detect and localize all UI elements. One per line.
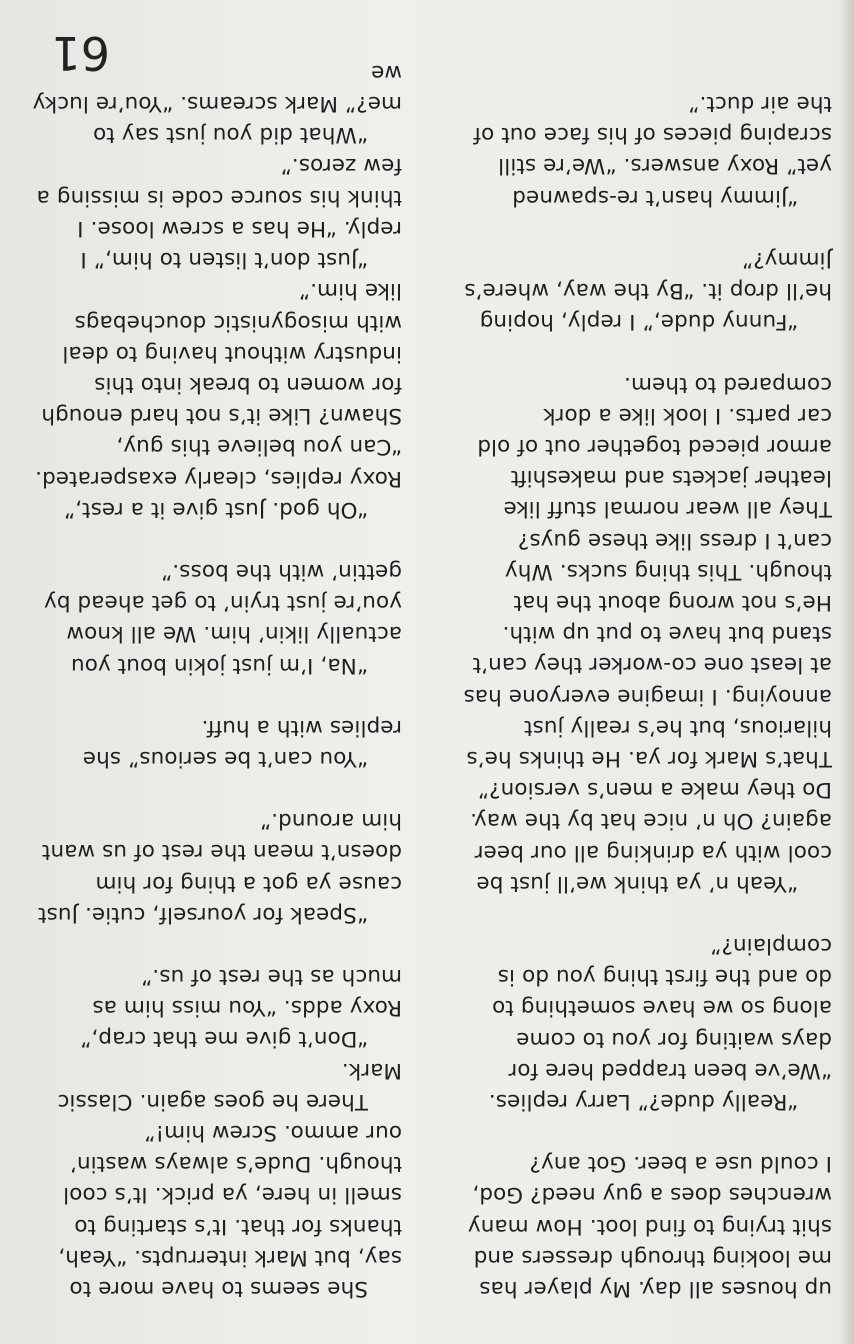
page-number: 61 <box>51 26 110 80</box>
right-text-column <box>32 57 402 1304</box>
paragraph: There he goes again. Classic Mark. <box>57 1057 402 1114</box>
left-text-column <box>460 88 832 1304</box>
paragraph: “Don’t give me that crap,” Roxy adds. “You miss him as much as the rest of us.” <box>80 963 402 1052</box>
paragraph: “Speak for yourself, cutie. Just cause ya got a thing for him doesn’t mean the rest of us want him around.” <box>37 808 402 927</box>
paragraph: up houses all day. My player has me looking through dressers and shit trying to find loot. How many wrenches does a guy need? God, I could use a beer. Got any? <box>467 1151 832 1301</box>
paragraph: “What did you just say to me?” Mark screams. “You’re lucky we <box>32 59 402 148</box>
paragraph: “Na, I’m just jokin bout you actually likin’ him. We all know you’re just tryin’ to get ahead by gettin’ with the boss.” <box>43 558 402 678</box>
page-binding-shadow <box>840 0 854 1344</box>
paragraph: “Oh god. Just give it a rest,” Roxy replies, clearly exasperated. “Can you believe this guy, Shawn? Like it’s not hard enough for women to break into this industry without having to deal with misogynistic douchebags like him.” <box>35 278 402 522</box>
paragraph: “Yeah n’ ya think we’ll just be cool with ya drinking all our beer again? Oh n’ nice hat by the way. Do they make a men’s version?” That’s Mark for ya. He thinks he’s hilarious, but he’s really just annoying. I imagine everyone has at least one co-worker they can’t stand but have to put up with. He’s not wrong about the hat though. This thing sucks. Why can’t I dress like these guys? They all wear normal stuff like leather jackets and makeshift armor pieced together out of old car parts. I look like a dork compared to them. <box>463 371 832 896</box>
paragraph: “You can’t be serious” she replies with a huff. <box>82 714 402 771</box>
paragraph: “Just don’t listen to him,” I reply. “He has a screw loose. I think his source code is missing a few zeros.” <box>36 153 402 273</box>
paragraph: “Really dude?” Larry replies. “We’ve been trapped here for days waiting for you to come along so we have something to do and the first thing you do is complain?” <box>488 932 832 1114</box>
paragraph: “Jimmy hasn’t re-spawned yet” Roxy answers. “We’re still scraping pieces of his face out of the air duct.” <box>473 91 832 210</box>
paragraph: “Funny dude,” I reply, hoping he’ll drop it. “By the way, where’s Jimmy?” <box>464 246 832 335</box>
paragraph: She seems to have more to say, but Mark interrupts. “Yeah, thanks for that. It’s starting to smell in here, ya prick. It’s cool though. Dude’s always wastin’ our ammo. Screw him!” <box>58 1119 402 1301</box>
